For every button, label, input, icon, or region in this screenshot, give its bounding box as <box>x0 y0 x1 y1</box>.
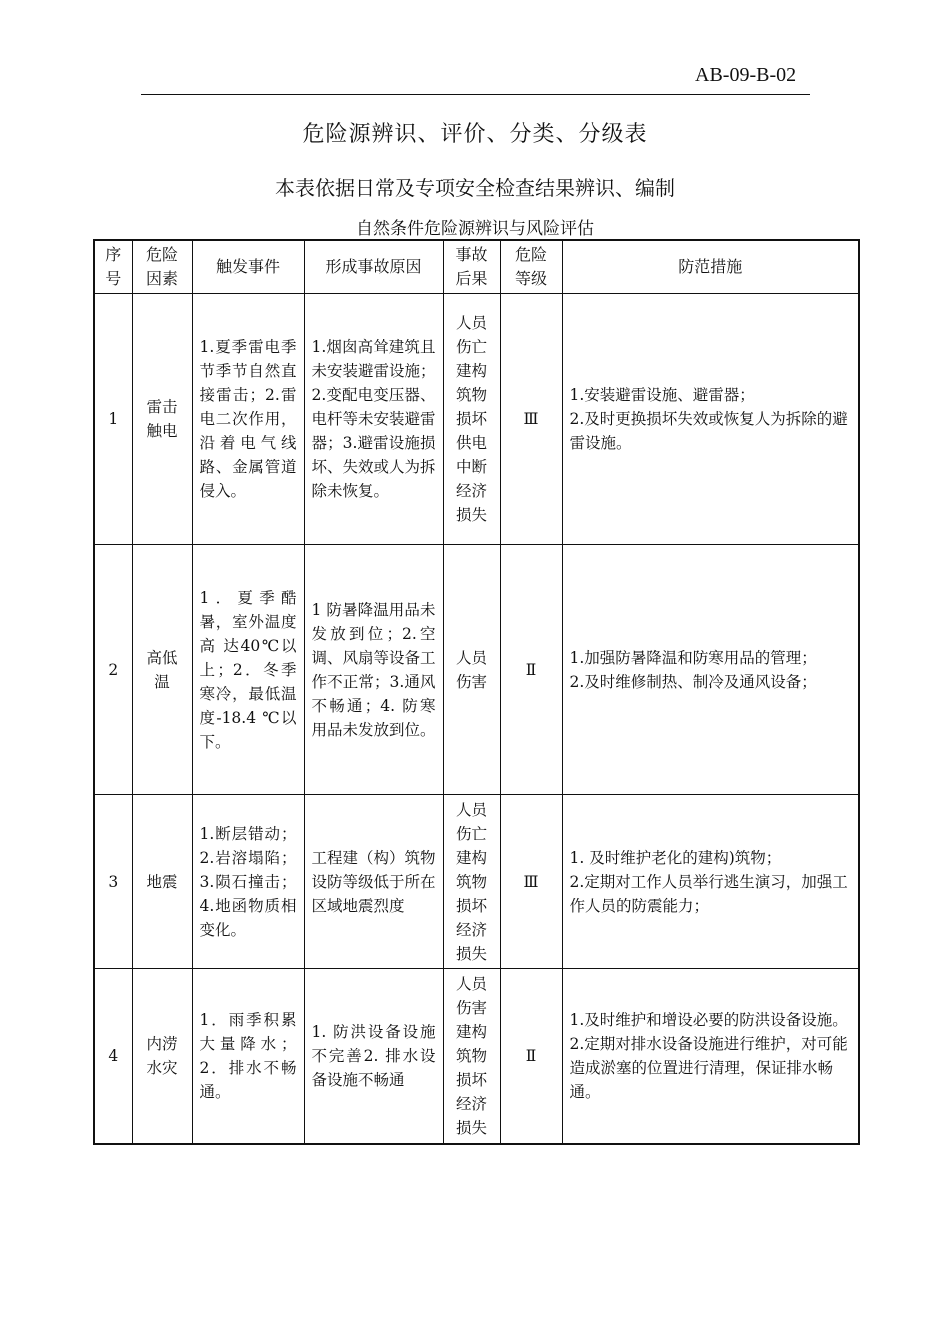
row-trigger: 1.夏季雷电季节季节自然直接雷击；2.雷电二次作用，沿着电气线路、金属管道侵入。 <box>192 294 304 545</box>
header-row <box>94 240 859 294</box>
hazard-table <box>93 239 860 1145</box>
measure-item: 1. 及时维护老化的建构)筑物； <box>569 848 782 867</box>
row-cause: 1. 防洪设备设施不完善2. 排水设备设施不畅通 <box>304 969 443 1144</box>
row-factor: 内涝水灾 <box>132 969 192 1144</box>
header-consequence: 事故后果 <box>443 240 500 294</box>
row-level: Ⅲ <box>500 795 562 969</box>
row-cause: 工程建（构）筑物设防等级低于所在区域地震烈度 <box>304 795 443 969</box>
page-subtitle: 本表依据日常及专项安全检查结果辨识、编制 <box>275 176 675 200</box>
row-measures <box>562 795 859 969</box>
header-measures: 防范措施 <box>562 240 859 294</box>
row-no: 3 <box>94 795 132 969</box>
table-row <box>94 795 859 969</box>
row-consequence: 人员伤亡建构筑物损坏供电中断经济损失 <box>443 294 500 545</box>
table-row <box>94 294 859 545</box>
row-measures <box>562 545 859 795</box>
row-trigger: 1．夏季酷暑，室外温度 高 达40℃以上；2．冬季寒冷，最低温度-18.4 ℃以下。 <box>192 545 304 795</box>
measure-item: 2.定期对工作人员举行逃生演习，加强工作人员的防震能力； <box>569 872 848 915</box>
measure-item: 1.安装避雷设施、避雷器； <box>569 386 755 404</box>
measure-item: 1.加强防暑降温和防寒用品的管理； <box>569 648 817 667</box>
table-row <box>94 969 859 1144</box>
row-level: Ⅱ <box>500 545 562 795</box>
row-consequence: 人员伤害 <box>443 545 500 795</box>
row-factor: 雷击触电 <box>132 294 192 545</box>
table-row <box>94 545 859 795</box>
row-consequence: 人员伤亡建构筑物损坏经济损失 <box>443 795 500 969</box>
table-caption: 自然条件危险源辨识与风险评估 <box>356 219 594 239</box>
header-cause: 形成事故原因 <box>304 240 443 294</box>
row-factor: 地震 <box>132 795 192 969</box>
row-trigger: 1.断层错动；2.岩溶塌陷；3.陨石撞击；4.地函物质相变化。 <box>192 795 304 969</box>
header-level: 危险等级 <box>500 240 562 294</box>
row-no: 2 <box>94 545 132 795</box>
measure-item: 1.及时维护和增设必要的防洪设备设施。 <box>569 1010 848 1029</box>
measure-item: 2.定期对排水设备设施进行维护，对可能造成淤塞的位置进行清理，保证排水畅通。 <box>569 1034 848 1101</box>
row-measures <box>562 294 859 545</box>
row-measures <box>562 969 859 1144</box>
row-level: Ⅲ <box>500 294 562 545</box>
header-no: 序号 <box>94 240 132 294</box>
row-consequence: 人员伤害建构筑物损坏经济损失 <box>443 969 500 1144</box>
measure-item: 2.及时更换损坏失效或恢复人为拆除的避雷设施。 <box>569 410 848 452</box>
row-cause: 1 防暑降温用品未发放到位；2.空调、风扇等设备工作不正常；3.通风不畅通；4. 防寒用品未发放到位。 <box>304 545 443 795</box>
header-factor: 危险因素 <box>132 240 192 294</box>
header-trigger: 触发事件 <box>192 240 304 294</box>
row-no: 4 <box>94 969 132 1144</box>
header-rule <box>141 94 810 95</box>
row-cause: 1.烟囱高耸建筑且未安装避雷设施；2.变配电变压器、电杆等未安装避雷器；3.避雷设施损坏、失效或人为拆除未恢复。 <box>304 294 443 545</box>
row-factor: 高低温 <box>132 545 192 795</box>
measure-item: 2.及时维修制热、制冷及通风设备； <box>569 672 817 691</box>
page-title: 危险源辨识、评价、分类、分级表 <box>302 122 648 147</box>
row-trigger: 1．雨季积累大量降水；2．排水不畅通。 <box>192 969 304 1144</box>
document-number: AB-09-B-02 <box>695 64 797 86</box>
row-level: Ⅱ <box>500 969 562 1144</box>
row-no: 1 <box>94 294 132 545</box>
